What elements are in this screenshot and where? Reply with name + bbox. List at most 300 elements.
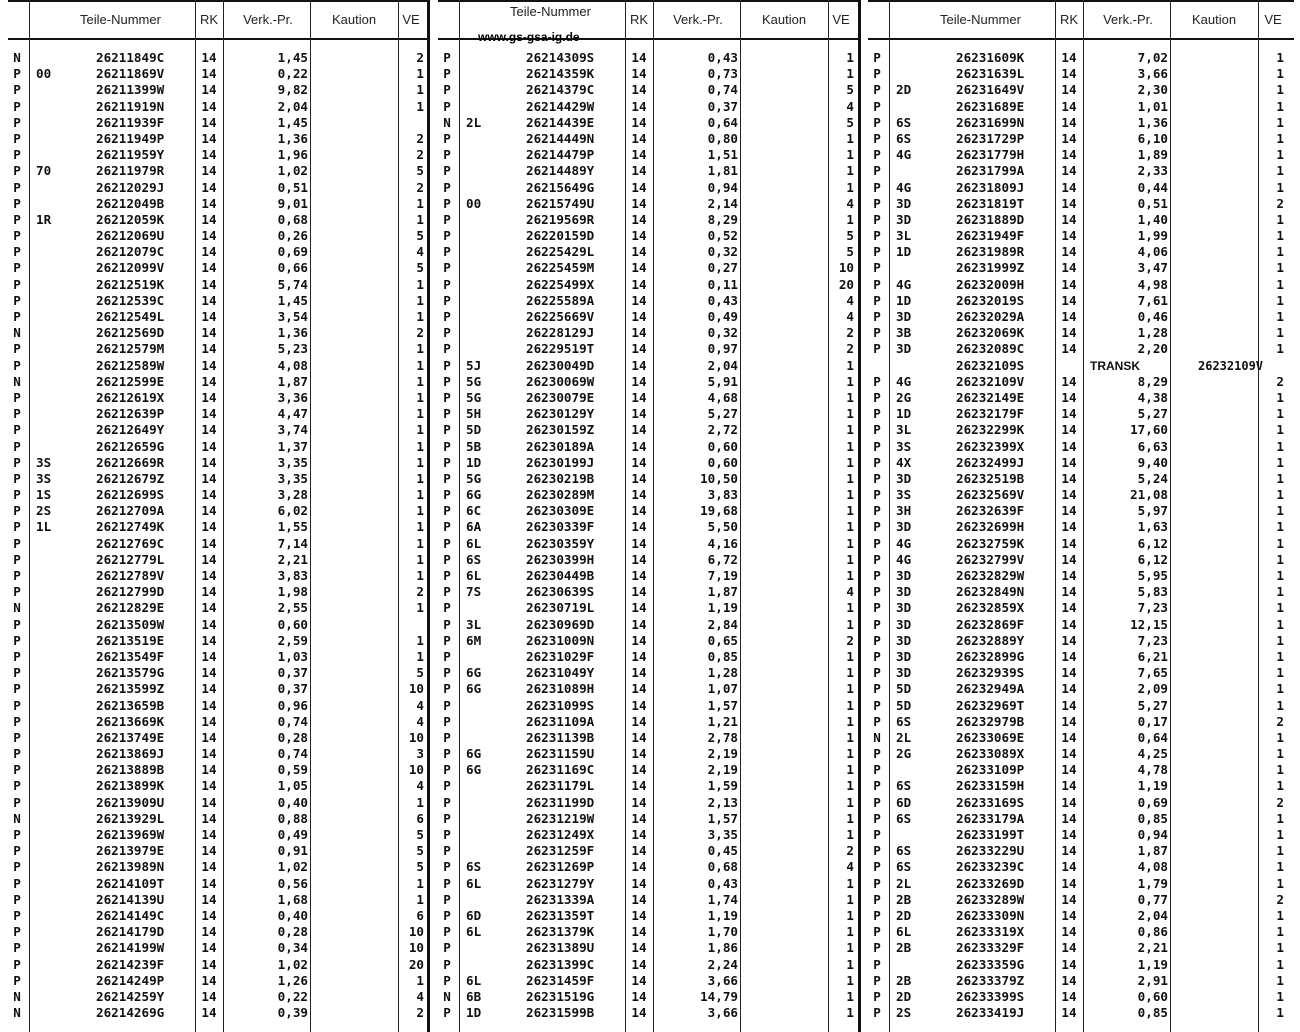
row-rk: 14 [201,600,217,616]
row-status: P [13,406,21,422]
table-row [868,714,1294,730]
row-part-number: 26230969D [526,616,595,632]
row-status: P [443,681,451,697]
row-rk: 14 [1061,98,1077,114]
row-price: 9,82 [277,82,308,98]
row-group-code: 6L [466,924,482,940]
row-rk: 14 [201,794,217,810]
row-rk: 14 [1061,988,1077,1004]
row-ve: 1 [846,406,854,422]
row-status: P [13,762,21,778]
table-row [8,600,428,616]
row-price: 1,70 [707,924,738,940]
row-status: P [443,1005,451,1021]
row-status: N [13,325,21,341]
row-status: P [13,454,21,470]
row-part-number: 26214109T [96,875,165,891]
row-ve: 1 [1276,179,1284,195]
row-price: 1,45 [277,50,308,65]
row-part-number: 26213979E [96,843,165,859]
row-rk: 14 [201,632,217,648]
row-ve: 1 [846,568,854,583]
row-ve: 20 [838,276,854,292]
row-rk: 14 [201,211,217,227]
row-group-code: 6L [466,568,482,583]
row-status: P [13,568,21,583]
row-price: 5,95 [1137,568,1168,583]
row-price: 1,99 [1137,228,1168,244]
row-status: P [443,810,451,826]
row-price: 6,12 [1137,535,1168,551]
row-part-number: 26212639P [96,406,165,422]
row-status: P [13,438,21,454]
row-part-number: 26211979R [96,163,165,179]
row-group-code: 6D [896,794,912,810]
row-price: 1,74 [707,891,738,907]
table-row [438,957,858,973]
price-block-1 [8,0,428,1032]
row-price: 1,51 [707,147,738,163]
row-price: 0,85 [1137,810,1168,826]
row-group-code: 6S [466,859,482,875]
row-rk: 14 [1061,568,1077,583]
row-ve: 1 [416,357,424,373]
table-row [868,422,1294,438]
table-row [438,277,858,293]
row-status: P [13,130,21,146]
row-status: P [443,875,451,891]
table-row [868,536,1294,552]
row-status: P [443,276,451,292]
table-row [868,325,1294,341]
row-price: 21,08 [1130,487,1168,503]
table-row [8,649,428,665]
table-row [438,519,858,535]
row-part-number: 26232399X [956,438,1025,454]
row-price: 0,37 [707,98,738,114]
row-rk: 14 [631,616,647,632]
row-part-number: 26231689E [956,98,1025,114]
table-row [438,163,858,179]
row-ve: 1 [1276,859,1284,875]
table-row [868,147,1294,163]
row-status: P [873,665,881,681]
row-rk: 14 [1061,50,1077,65]
row-ve: 1 [1276,972,1284,988]
row-price: 2,21 [1137,940,1168,956]
row-part-number: 26232759K [956,535,1025,551]
row-rk: 14 [631,244,647,260]
row-ve: 1 [416,389,424,405]
row-group-code: 4G [896,179,912,195]
row-rk: 14 [201,891,217,907]
table-row [868,957,1294,973]
row-part-number: 26232029A [956,309,1025,324]
row-part-number: 26232019S [956,292,1025,308]
row-rk: 14 [631,422,647,438]
row-part-number: 26212599E [96,373,165,389]
row-status: P [873,843,881,859]
row-price: 4,06 [1137,244,1168,260]
row-price: 3,66 [707,972,738,988]
table-row [8,471,428,487]
row-ve: 1 [1276,843,1284,859]
row-price: 0,73 [707,66,738,82]
row-group-code: 1D [896,406,912,422]
table-header [8,0,428,40]
row-group-code: 2G [896,746,912,762]
row-part-number: 26231729P [956,130,1025,146]
row-rk: 14 [631,114,647,130]
row-price: 2,91 [1137,972,1168,988]
row-price: 3,66 [707,1005,738,1021]
row-price: 2,09 [1137,681,1168,697]
row-price: 3,74 [277,422,308,438]
row-ve: 1 [1276,746,1284,762]
row-group-code: 3B [896,325,912,341]
row-part-number: 26231609K [956,50,1025,65]
row-group-code: 6L [896,924,912,940]
row-ve: 5 [846,228,854,244]
row-status: P [443,82,451,98]
row-status: P [873,195,881,211]
row-ve: 2 [1276,195,1284,211]
row-price: 1,07 [707,681,738,697]
table-row [438,99,858,115]
row-part-number: 26233379Z [956,972,1025,988]
row-price: 1,87 [1137,843,1168,859]
row-group-code: 2D [896,988,912,1004]
row-status: P [443,729,451,745]
row-rk: 14 [631,406,647,422]
row-price: 0,22 [277,66,308,82]
row-ve: 3 [416,746,424,762]
row-part-number: 26233399S [956,988,1025,1004]
table-row [868,892,1294,908]
row-ve: 1 [416,373,424,389]
row-price: 1,96 [277,147,308,163]
table-row [8,681,428,697]
row-part-number: 26212069U [96,228,165,244]
row-part-number: 26213579G [96,665,165,681]
row-part-number: 26232569V [956,487,1025,503]
row-rk: 14 [201,648,217,664]
row-status: P [873,50,881,65]
row-part-number: 26230219B [526,470,595,486]
row-status: P [13,422,21,438]
row-part-number: 26214149C [96,907,165,923]
row-price: 3,28 [277,487,308,503]
row-group-code: 00 [36,66,52,82]
row-ve: 1 [416,632,424,648]
row-part-number: 26212659G [96,438,165,454]
row-rk: 14 [631,389,647,405]
row-ve: 4 [846,195,854,211]
row-price: 1,36 [1137,114,1168,130]
row-rk: 14 [201,406,217,422]
row-rk: 14 [1061,891,1077,907]
table-row [8,698,428,714]
row-ve: 1 [1276,147,1284,163]
row-part-number: 26231779H [956,147,1025,163]
table-row [8,762,428,778]
row-status: P [443,648,451,664]
row-price: 0,77 [1137,891,1168,907]
row-rk: 14 [631,891,647,907]
table-row [438,455,858,471]
row-part-number: 26231139B [526,729,595,745]
row-status: P [443,373,451,389]
table-row [868,827,1294,843]
row-rk: 14 [201,762,217,778]
row-status: P [873,179,881,195]
row-status: P [873,600,881,616]
row-ve: 1 [416,276,424,292]
row-ve: 1 [846,875,854,891]
row-price: 19,68 [700,503,738,519]
row-part-number: 26230289M [526,487,595,503]
table-row [8,455,428,471]
row-status: P [873,114,881,130]
row-rk: 14 [201,82,217,98]
row-price: 4,08 [1137,859,1168,875]
table-row [8,778,428,794]
table-row [8,115,428,131]
table-row [868,519,1294,535]
row-group-code: 5G [466,389,482,405]
row-part-number: 26215649G [526,179,595,195]
row-status: P [443,600,451,616]
row-part-number: 26231889D [956,211,1025,227]
row-rk: 14 [1061,147,1077,163]
row-rk: 14 [631,438,647,454]
row-price: 7,23 [1137,632,1168,648]
row-rk: 14 [1061,163,1077,179]
row-rk: 14 [1061,551,1077,567]
row-price: 7,65 [1137,665,1168,681]
row-part-number: 26232499J [956,454,1025,470]
row-group-code: 2D [896,82,912,98]
row-ve: 2 [846,843,854,859]
row-price: 1,40 [1137,211,1168,227]
row-group-code: 4G [896,373,912,389]
row-ve: 4 [416,697,424,713]
row-status: P [13,276,21,292]
row-part-number: 26231009N [526,632,595,648]
row-price: 0,40 [277,794,308,810]
row-price: 2,78 [707,729,738,745]
row-rk: 14 [201,454,217,470]
row-part-number: 26233169S [956,794,1025,810]
table-row [438,795,858,811]
row-rk: 14 [1061,924,1077,940]
row-ve: 1 [416,195,424,211]
row-status: P [873,616,881,632]
row-ve: 1 [846,648,854,664]
row-part-number: 26212779L [96,551,165,567]
header-ve: VE [1264,12,1282,27]
row-ve: 1 [846,665,854,681]
row-part-number: 26232969T [956,697,1025,713]
row-price: 1,02 [277,859,308,875]
table-row [8,957,428,973]
row-group-code: 5G [466,470,482,486]
row-ve: 10 [408,729,424,745]
row-rk: 14 [201,357,217,373]
row-part-number: 26231049Y [526,665,595,681]
table-row [438,924,858,940]
row-status: P [443,827,451,842]
table-row [438,714,858,730]
header-price: Verk.-Pr. [673,12,723,27]
row-part-number: 26212799D [96,584,165,600]
row-part-number: 26231809J [956,179,1025,195]
row-ve: 1 [416,600,424,616]
row-rk: 14 [1061,438,1077,454]
row-price: 2,59 [277,632,308,648]
row-price: 0,45 [707,843,738,859]
row-price: 0,49 [707,309,738,324]
row-rk: 14 [1061,956,1077,972]
row-rk: 14 [1061,810,1077,826]
row-price: 2,14 [707,195,738,211]
row-rk: 14 [201,519,217,535]
row-part-number: 26212549L [96,309,165,324]
row-ve: 1 [1276,1005,1284,1021]
row-price: 3,36 [277,389,308,405]
row-group-code: 3D [896,665,912,681]
row-group-code: 6L [466,535,482,551]
row-price: 1,57 [707,697,738,713]
row-price: 1,37 [277,438,308,454]
row-group-code: 6G [466,665,482,681]
row-part-number: 26232849N [956,584,1025,600]
row-ve: 1 [846,794,854,810]
row-part-number: 26214439E [526,114,595,130]
row-rk: 14 [631,843,647,859]
row-rk: 14 [1061,940,1077,956]
row-part-number: 26232299K [956,422,1025,438]
row-price: 1,81 [707,163,738,179]
row-ve: 5 [846,114,854,130]
row-status: P [443,907,451,923]
row-rk: 14 [201,568,217,583]
table-row [438,50,858,66]
table-row [8,374,428,390]
row-status: P [443,568,451,583]
row-ve: 1 [416,309,424,324]
row-ve: 6 [416,907,424,923]
row-part-number: 26213969W [96,827,165,842]
row-ve: 5 [416,228,424,244]
row-group-code: 6S [896,810,912,826]
row-status: P [443,357,451,373]
row-rk: 14 [631,130,647,146]
row-status: P [443,163,451,179]
row-ve: 5 [416,260,424,276]
row-price: 0,40 [277,907,308,923]
table-row [868,131,1294,147]
row-status: P [443,713,451,729]
row-status: P [443,50,451,65]
row-rk: 14 [201,66,217,82]
row-part-number: 26231639L [956,66,1025,82]
row-part-number: 26232089C [956,341,1025,357]
row-price: 1,45 [277,292,308,308]
row-status: P [13,114,21,130]
table-row [438,487,858,503]
row-ve: 4 [416,244,424,260]
table-row [438,115,858,131]
row-group-code: 1L [36,519,52,535]
row-price: 0,26 [277,228,308,244]
row-ve: 1 [416,503,424,519]
row-price: 5,91 [707,373,738,389]
table-row [8,989,428,1005]
row-part-number: 26230129Y [526,406,595,422]
row-ve: 1 [1276,422,1284,438]
table-row [8,228,428,244]
table-row [8,1005,428,1021]
row-price: 1,45 [277,114,308,130]
row-rk: 14 [631,163,647,179]
row-part-number: 26231109A [526,713,595,729]
row-part-number: 26212569D [96,325,165,341]
row-status: P [13,859,21,875]
header-ve: VE [832,12,850,27]
row-status: P [443,551,451,567]
row-price: 0,43 [707,292,738,308]
row-rk: 14 [631,924,647,940]
row-price: 6,63 [1137,438,1168,454]
row-part-number: 26231279Y [526,875,595,891]
row-group-code: 6C [466,503,482,519]
row-ve: 1 [1276,568,1284,583]
row-ve: 1 [1276,325,1284,341]
row-price: 0,68 [277,211,308,227]
row-status: P [873,244,881,260]
row-status: P [13,357,21,373]
table-row [868,50,1294,66]
row-ve: 1 [1276,551,1284,567]
row-rk: 14 [201,843,217,859]
table-row [868,293,1294,309]
row-part-number: 26214259Y [96,988,165,1004]
row-ve: 1 [846,50,854,65]
table-row [8,714,428,730]
row-part-number: 26225669V [526,309,595,324]
row-part-number: 26212579M [96,341,165,357]
table-row [8,487,428,503]
row-status: P [443,454,451,470]
row-status: P [443,260,451,276]
row-ve: 1 [846,1005,854,1021]
table-row [868,811,1294,827]
row-price: 0,39 [277,1005,308,1021]
row-part-number: 26231379K [526,924,595,940]
row-price: 0,52 [707,228,738,244]
row-part-number: 26232179F [956,406,1025,422]
row-price: 1,86 [707,940,738,956]
row-price: 5,50 [707,519,738,535]
table-row [438,260,858,276]
row-status: P [13,843,21,859]
row-part-number: 26231799A [956,163,1025,179]
table-row [868,1005,1294,1021]
table-row [438,147,858,163]
table-row [438,908,858,924]
row-part-number: 26231599B [526,1005,595,1021]
